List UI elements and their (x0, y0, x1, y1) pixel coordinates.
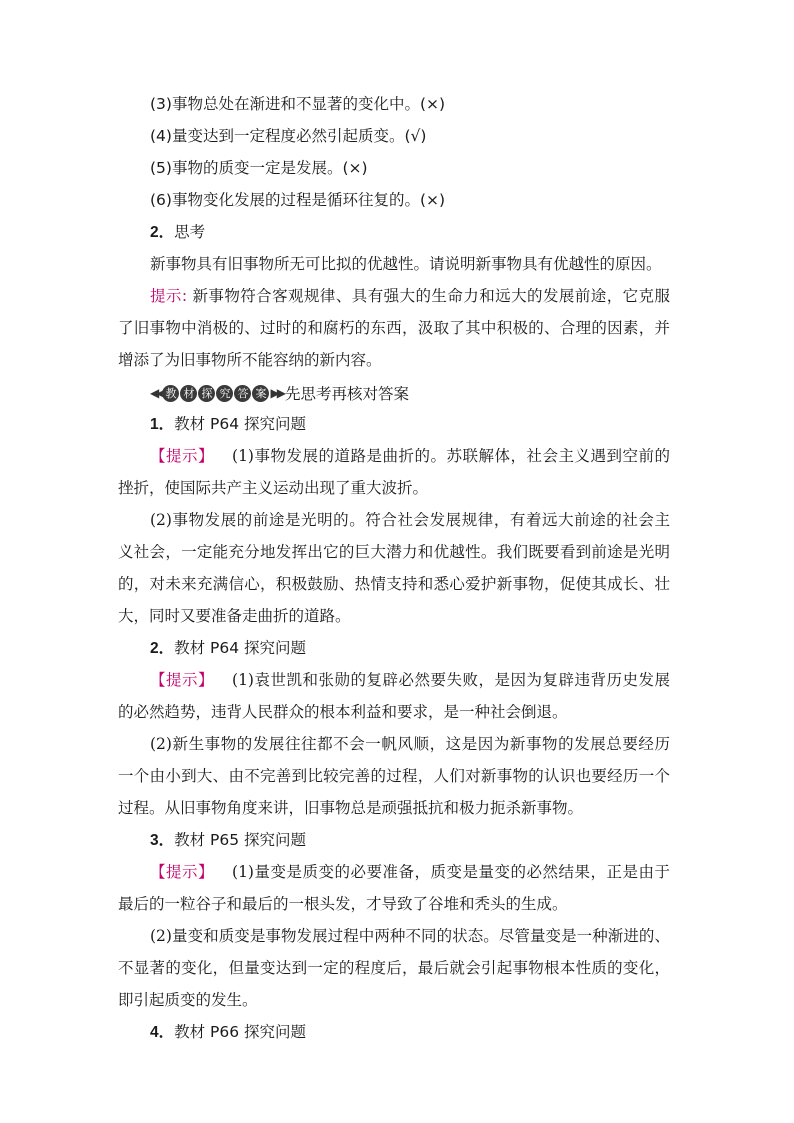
hint-line-3: 增添了为旧事物所不能容纳的新内容。 (118, 351, 382, 369)
item-1-answer-1-line-1 (150, 446, 670, 466)
hint-line-2: 了旧事物中消极的、过时的和腐朽的东西，汲取了其中积极的、合理的因素，并 (118, 319, 670, 337)
item-1-answer-2-line-2: 义社会，一定能充分地发挥出它的巨大潜力和优越性。我们既要看到前途是光明 (118, 543, 670, 561)
judgment-item-6: (6)事物变化发展的过程是循环往复的。(×) (150, 191, 446, 209)
item-2-title: 教材 P64 探究问题 (174, 639, 307, 657)
item-2-number: 2． (150, 640, 175, 657)
badge-char: 究 (216, 385, 233, 402)
hint-text-1: 新事物符合客观规律、具有强大的生命力和远大的发展前途，它克服 (187, 287, 670, 305)
think-heading (150, 222, 205, 243)
item-2-answer-2-line-2: 一个由小到大、由不完善到比较完善的过程，人们对新事物的认识也要经历一个 (118, 767, 670, 785)
badge-char: 案 (252, 385, 269, 402)
item-1-answer-2-line-1: (2)事物发展的前途是光明的。符合社会发展规律，有着远大前途的社会主 (150, 511, 670, 529)
item-3-title: 教材 P65 探究问题 (174, 831, 307, 849)
item-1-answer-2-line-4: 大，同时又要准备走曲折的道路。 (118, 607, 351, 625)
left-arrows-icon: ◀◀ (150, 386, 163, 400)
item-1-answer-2-line-3: 的，对未来充满信心，积极鼓励、热情支持和悉心爱护新事物，促使其成长、壮 (118, 575, 670, 593)
answer-text: (1)袁世凯和张勋的复辟必然要失败，是因为复辟违背历史发展 (232, 671, 670, 689)
hint-tag: 【提示】 (150, 671, 215, 689)
banner-text: 先思考再核对答案 (284, 385, 409, 403)
item-2-answer-2-line-1: (2)新生事物的发展往往都不会一帆风顺，这是因为新事物的发展总要经历 (150, 735, 670, 753)
think-number: 2． (150, 224, 175, 241)
item-3-answer-2-line-2: 不显著的变化，但量变达到一定的程度后，最后就会引起事物根本性质的变化， (118, 959, 670, 977)
item-4-number: 4． (150, 1024, 175, 1041)
item-3-answer-2-line-3: 即引起质变的发生。 (118, 991, 258, 1009)
item-2-answer-1-line-2: 的必然趋势，违背人民群众的根本利益和要求，是一种社会倒退。 (118, 703, 568, 721)
badge-char: 答 (234, 385, 251, 402)
item-2-answer-1-line-1 (150, 670, 670, 690)
item-2-answer-2-line-3: 过程。从旧事物角度来讲，旧事物总是顽强抵抗和极力扼杀新事物。 (118, 799, 584, 817)
hint-tag: 【提示】 (150, 447, 215, 465)
item-3-answer-2-line-1: (2)量变和质变是事物发展过程中两种不同的状态。尽管量变是一种渐进的、 (150, 927, 670, 945)
think-title: 思考 (174, 223, 206, 241)
hint-line-1 (150, 286, 670, 306)
answer-text: (1)量变是质变的必要准备，质变是量变的必然结果，正是由于 (232, 863, 670, 881)
judgment-item-4: (4)量变达到一定程度必然引起质变。(√) (150, 127, 427, 145)
item-3-answer-1-line-2: 最后的一粒谷子和最后的一根头发，才导致了谷堆和秃头的生成。 (118, 895, 568, 913)
judgment-item-3: (3)事物总处在渐进和不显著的变化中。(×) (150, 95, 446, 113)
item-2-heading (150, 638, 306, 659)
think-question: 新事物具有旧事物所无可比拟的优越性。请说明新事物具有优越性的原因。 (150, 255, 662, 273)
badge-char: 教 (162, 385, 179, 402)
item-3-answer-1-line-1 (150, 862, 670, 882)
badge-char: 材 (180, 385, 197, 402)
badge-char: 探 (198, 385, 215, 402)
item-1-heading (150, 414, 306, 435)
hint-tag: 【提示】 (150, 863, 215, 881)
hint-label: 提示: (150, 287, 188, 305)
item-4-heading (150, 1022, 306, 1043)
item-1-answer-1-line-2: 挫折，使国际共产主义运动出现了重大波折。 (118, 479, 429, 497)
answer-text: (1)事物发展的道路是曲折的。苏联解体，社会主义遇到空前的 (232, 447, 670, 465)
item-4-title: 教材 P66 探究问题 (174, 1023, 307, 1041)
answer-banner (150, 382, 409, 404)
item-1-title: 教材 P64 探究问题 (174, 415, 307, 433)
item-3-number: 3． (150, 832, 175, 849)
judgment-item-5: (5)事物的质变一定是发展。(×) (150, 159, 368, 177)
item-3-heading (150, 830, 306, 851)
right-arrows-icon: ▶▶ (270, 386, 283, 400)
item-1-number: 1． (150, 416, 175, 433)
